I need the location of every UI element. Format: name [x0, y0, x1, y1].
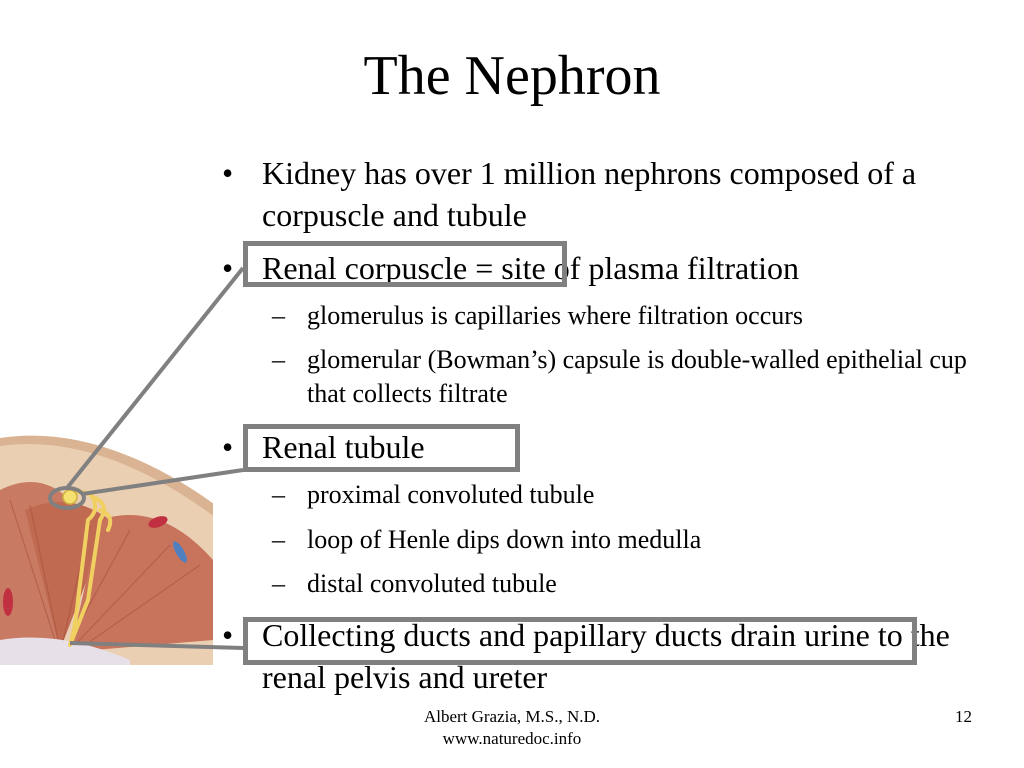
subbullet-distal-tubule: [272, 567, 1012, 601]
page-number: 12: [955, 707, 972, 726]
bullet-nephron-count: [222, 152, 1012, 236]
footer-credit: [352, 706, 672, 750]
highlight-box-renal-corpuscle: [243, 241, 567, 287]
bullet-marker: •: [222, 155, 234, 191]
highlight-box-collecting-ducts: [243, 617, 917, 665]
footer-author: Albert Grazia, M.S., N.D.: [423, 707, 601, 726]
subbullet-text: glomerulus is capillaries where filtration occurs: [307, 301, 804, 330]
subbullet-marker: –: [272, 480, 285, 509]
bullet-text: Collecting ducts and papillary ducts drain urine to the renal pelvis and ureter: [262, 617, 950, 695]
subbullet-marker: –: [272, 525, 285, 554]
bullet-text: Renal tubule: [262, 429, 425, 465]
kidney-cross-section: [0, 430, 260, 700]
subbullet-text: loop of Henle dips down into medulla: [307, 525, 702, 554]
subbullet-proximal-tubule: [272, 478, 1012, 512]
bullet-text: Renal corpuscle = site of plasma filtration: [262, 250, 799, 286]
slide-title: The Nephron: [363, 45, 661, 107]
subbullet-glomerulus: [272, 299, 1012, 333]
bullet-text: Kidney has over 1 million nephrons composed of a corpuscle and tubule: [262, 155, 917, 233]
subbullet-marker: –: [272, 345, 285, 374]
bullet-marker: •: [222, 617, 234, 653]
highlight-box-renal-tubule: [243, 424, 520, 472]
footer-website: www.naturedoc.info: [442, 729, 582, 748]
subbullet-marker: –: [272, 569, 285, 598]
bullet-marker: •: [222, 250, 234, 286]
subbullet-loop-of-henle: [272, 523, 1012, 557]
subbullet-text: proximal convoluted tubule: [307, 480, 595, 509]
subbullet-text: glomerular (Bowman’s) capsule is double-walled epithelial cup that collects filtrate: [307, 345, 967, 408]
subbullet-text: distal convoluted tubule: [307, 569, 557, 598]
subbullet-marker: –: [272, 301, 285, 330]
subbullet-bowmans-capsule: [272, 343, 1012, 411]
bullet-marker: •: [222, 429, 234, 465]
